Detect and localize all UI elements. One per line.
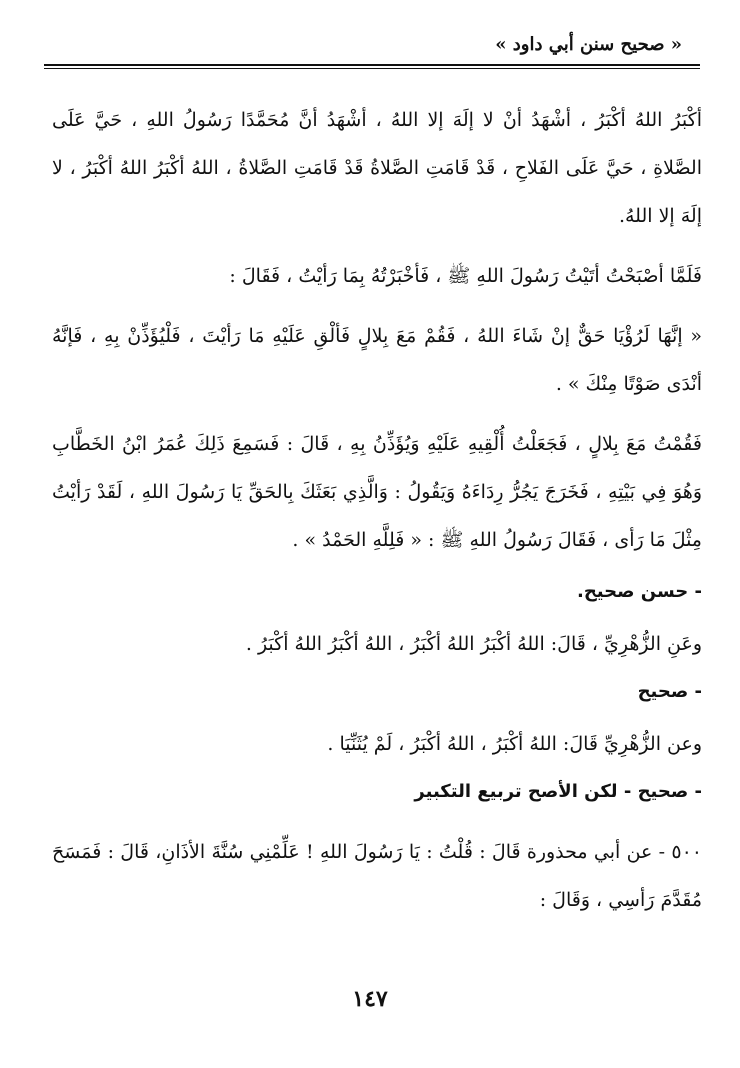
- adhan-text-paragraph: أكْبَرُ اللهُ أكْبَرُ ، أشْهَدُ أنْ لا إلَهَ إلا اللهُ ، أشْهَدُ أنَّ مُحَمَّدًا رَسُولُ اللهِ ، حَيَّ عَلَى الصَّلاةِ ، حَيَّ عَلَى الفَلاحِ ، قَدْ قَامَتِ الصَّلاةُ قَدْ قَامَتِ الصَّلاةُ ، اللهُ أكْبَرُ اللهُ أكْبَرُ ، لا إلَهَ إلا اللهُ.: [52, 109, 702, 227]
- zuhri-narration-2: وعن الزُّهْرِيِّ قَالَ: اللهُ أكْبَرُ ، اللهُ أكْبَرُ ، لَمْ يُثَنِّيَا .: [327, 733, 702, 755]
- header-rule: [44, 64, 700, 69]
- page-number: ١٤٧: [352, 986, 388, 1012]
- grade-sahih-1: - صحيح: [637, 681, 702, 702]
- page-body: [52, 96, 702, 924]
- zuhri-narration-1: وعَنِ الزُّهْرِيِّ ، قَالَ: اللهُ أكْبَرُ اللهُ أكْبَرُ ، اللهُ أكْبَرُ اللهُ أكْبَرُ .: [245, 633, 702, 655]
- umar-narration-paragraph: فَقُمْتُ مَعَ بِلالٍ ، فَجَعَلْتُ أُلْقِيهِ عَلَيْهِ وَيُؤَذِّنُ بِهِ ، قَالَ : فَسَمِعَ ذَلِكَ عُمَرُ ابْنُ الخَطَّابِ وَهُوَ فِي بَيْتِهِ ، فَخَرَجَ يَجُرُّ رِدَاءَهُ وَيَقُولُ : وَالَّذِي بَعَثَكَ بِالحَقِّ يَا رَسُولَ اللهِ ، لَقَدْ رَأيْتُ مِثْلَ مَا رَأى ، فَقَالَ رَسُولُ اللهِ ﷺ : « فَلِلَّهِ الحَمْدُ » .: [52, 433, 702, 551]
- hadith-500-paragraph: ٥٠٠ - عن أبي محذورة قَالَ : قُلْتُ : يَا رَسُولَ اللهِ ! عَلِّمْنِي سُنَّةَ الأذَانِ، قَالَ : فَمَسَحَ مُقَدَّمَ رَأسِي ، وَقَالَ :: [52, 841, 702, 911]
- running-head: « صحيح سنن أبي داود »: [495, 34, 682, 55]
- grade-sahih-2: - صحيح - لكن الأصح تربيع التكبير: [414, 781, 702, 802]
- grade-hasan-sahih: - حسن صحيح.: [576, 581, 702, 602]
- prophet-reply-paragraph: « إنَّهَا لَرُؤْيَا حَقٌّ إنْ شَاءَ اللهُ ، فَقُمْ مَعَ بِلالٍ فَألْقِ عَلَيْهِ مَا رَأيْتَ ، فَلْيُؤَذِّنْ بِهِ ، فَإنَّهُ أنْدَى صَوْتًا مِنْكَ » .: [52, 325, 702, 395]
- narration-paragraph-morning: فَلَمَّا أصْبَحْتُ أتَيْتُ رَسُولَ اللهِ ﷺ ، فَأخْبَرْتُهُ بِمَا رَأيْتُ ، فَقَالَ :: [229, 265, 702, 287]
